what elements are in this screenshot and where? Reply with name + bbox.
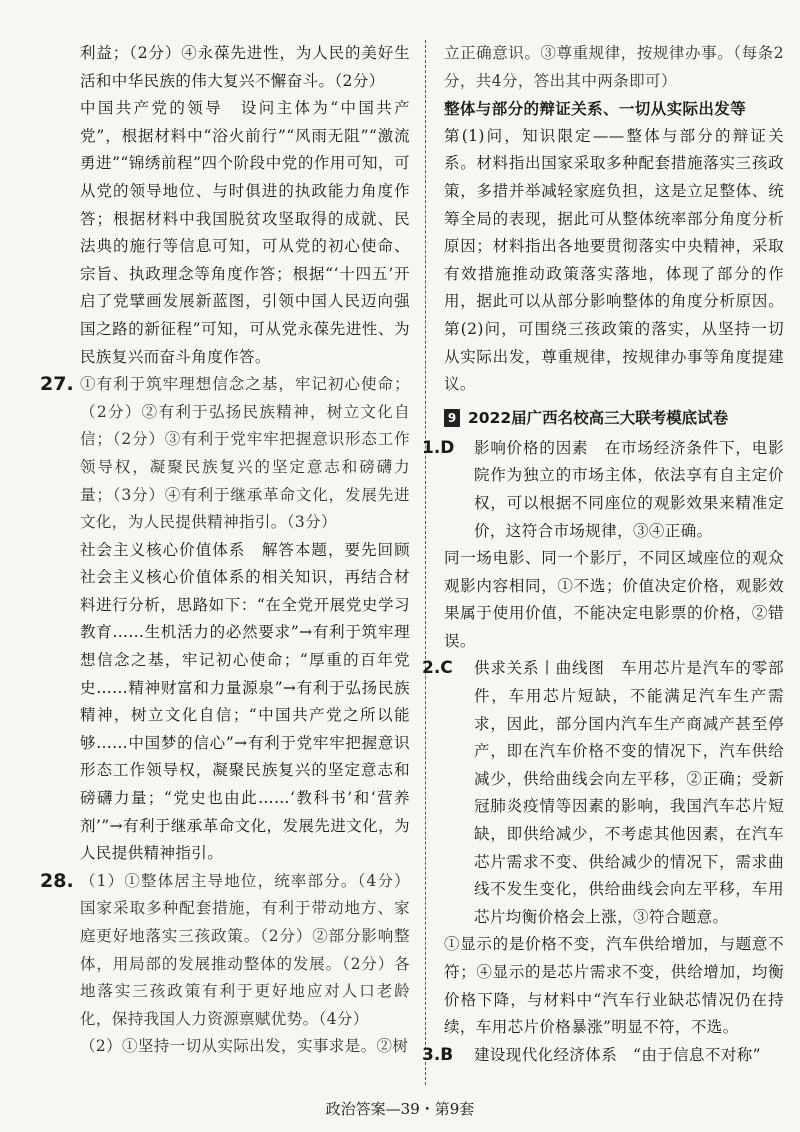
- question-number: 27.: [40, 373, 74, 396]
- question-1: [422, 435, 784, 545]
- answer-3-analysis: 建设现代化经济体系 “由于信息不对称”: [474, 1045, 761, 1064]
- answer-2-analysis: 供求关系丨曲线图 车用芯片是汽车的零部件，车用芯片短缺，不能满足汽车生产需求，因此，部分国内汽车生产商减产甚至停产，即在汽车价格不变的情况下，汽车供给减少，供给曲线会向左平移，②正确；受新冠肺炎疫情等因素的影响，我国汽车芯片短缺，即供给减少，不考虑其他因素，在汽车芯片需求不变、供给减少的情况下，需求曲线不发生变化，供给曲线会向左平移，车用芯片均衡价格会上涨，③符合题意。: [474, 659, 784, 926]
- answer-26-tail: 利益；（2分）④永葆先进性，为人民的美好生活和中华民族的伟大复兴不懈奋斗。（2分）: [80, 44, 410, 90]
- question-3: [422, 1042, 784, 1070]
- answer-28-part2: （2）①坚持一切从实际出发，实事求是。②树: [80, 1037, 409, 1056]
- page-footer: 政治答案—39・第9套: [325, 1100, 475, 1118]
- section-title: 2022届广西名校高三大联考模底试卷: [468, 408, 729, 427]
- question-answer: 3.B: [422, 1044, 454, 1065]
- answer-28-part2-tail: 立正确意识。③尊重规律，按规律办事。（每条2分，共4分，答出其中两条即可）: [444, 44, 784, 90]
- question-number: 28.: [40, 869, 74, 892]
- question-28: [40, 868, 410, 1034]
- left-column: [40, 40, 410, 1061]
- answer-1-analysis: 影响价格的因素 在市场经济条件下，电影院作为独立的市场主体，依法享有自主定价权，可以根据不同座位的观影效果来精准定价，这符合市场规律，③④正确。: [474, 438, 784, 540]
- answer-28-topic: 整体与部分的辩证关系、一切从实际出发等: [444, 99, 747, 119]
- answer-2-exclusion: ①显示的是价格不变，汽车供给增加，与题意不符；④显示的是芯片需求不变，供给增加，均衡价格下降，与材料中“汽车行业缺芯情况仍在持续，车用芯片价格暴涨”明显不符，不选。: [444, 935, 784, 1037]
- question-2: [422, 655, 784, 931]
- column-divider: [425, 40, 426, 1085]
- answer-28-analysis: 第(1)问，知识限定——整体与部分的辩证关系。材料指出国家采取多种配套措施落实三孩政策，多措并举减轻家庭负担，这是立足整体、统筹全局的表现，据此可从整体统率部分角度分析原因；材料指出各地要贯彻落实中央精神，采取有效措施推动政策落实落地，体现了部分的作用，据此可以从部分影响整体的角度分析原因。第(2)问，可围绕三孩政策的落实，从坚持一切从实际出发，尊重规律，按规律办事等角度提建议。: [444, 126, 784, 394]
- question-27: [40, 371, 410, 537]
- answer-1-exclusion: 同一场电影、同一个影厅，不同区域座位的观众观影内容相同，①不选；价值决定价格，观影效果属于使用价值，不能决定电影票的价格，②错误。: [444, 549, 784, 650]
- answer-27-points: ①有利于筑牢理想信念之基，牢记初心使命；（2分）②有利于弘扬民族精神，树立文化自信；（2分）③有利于党牢牢把握意识形态工作领导权，凝聚民族复兴的坚定意志和磅礴力量；（3分）④有利于继承革命文化，发展先进文化，为人民提供精神指引。（3分）: [80, 375, 410, 532]
- right-column: [422, 40, 784, 1069]
- question-answer: 1.D: [422, 437, 455, 458]
- answer-28-part1: （1）①整体居主导地位，统率部分。（4分）国家采取多种配套措施，有利于带动地方、家庭更好地落实三孩政策。（2分）②部分影响整体，用局部的发展推动整体的发展。（2分）各地落实三孩政策有利于更好地应对人口老龄化，保持我国人力资源禀赋优势。（4分）: [80, 871, 410, 1028]
- section-number-badge: 9: [444, 409, 460, 427]
- answer-27-analysis: 社会主义核心价值体系 解答本题，要先回顾社会主义核心价值体系的相关知识，再结合材料进行分析，思路如下：“在全党开展党史学习教育……生机活力的必然要求”→有利于筑牢理想信念之基，牢记初心使命；“厚重的百年党史……精神财富和力量源泉”→有利于弘扬民族精神，树立文化自信；“中国共产党之所以能够……中国梦的信心”→有利于党牢牢把握意识形态工作领导权，凝聚民族复兴的坚定意志和磅礴力量；“党史也由此……‘教科书’和‘营养剂’”→有利于继承革命文化，发展先进文化，为人民提供精神指引。: [80, 540, 410, 863]
- section-heading: [444, 401, 784, 435]
- answer-26-analysis: 中国共产党的领导 设问主体为“中国共产党”，根据材料中“浴火前行”“风雨无阻”“激流勇进”“锦绣前程”四个阶段中党的作用可知，可从党的领导地位、与时俱进的执政能力角度作答；根据材料中我国脱贫攻坚取得的成就、民法典的施行等信息可知，可从党的初心使命、宗旨、执政理念等角度作答；根据“‘十四五’开启了党擘画发展新蓝图，引领中国人民迈向强国之路的新征程”可知，可从党永葆先进性、为民族复兴而奋斗角度作答。: [80, 99, 410, 366]
- question-answer: 2.C: [422, 658, 453, 679]
